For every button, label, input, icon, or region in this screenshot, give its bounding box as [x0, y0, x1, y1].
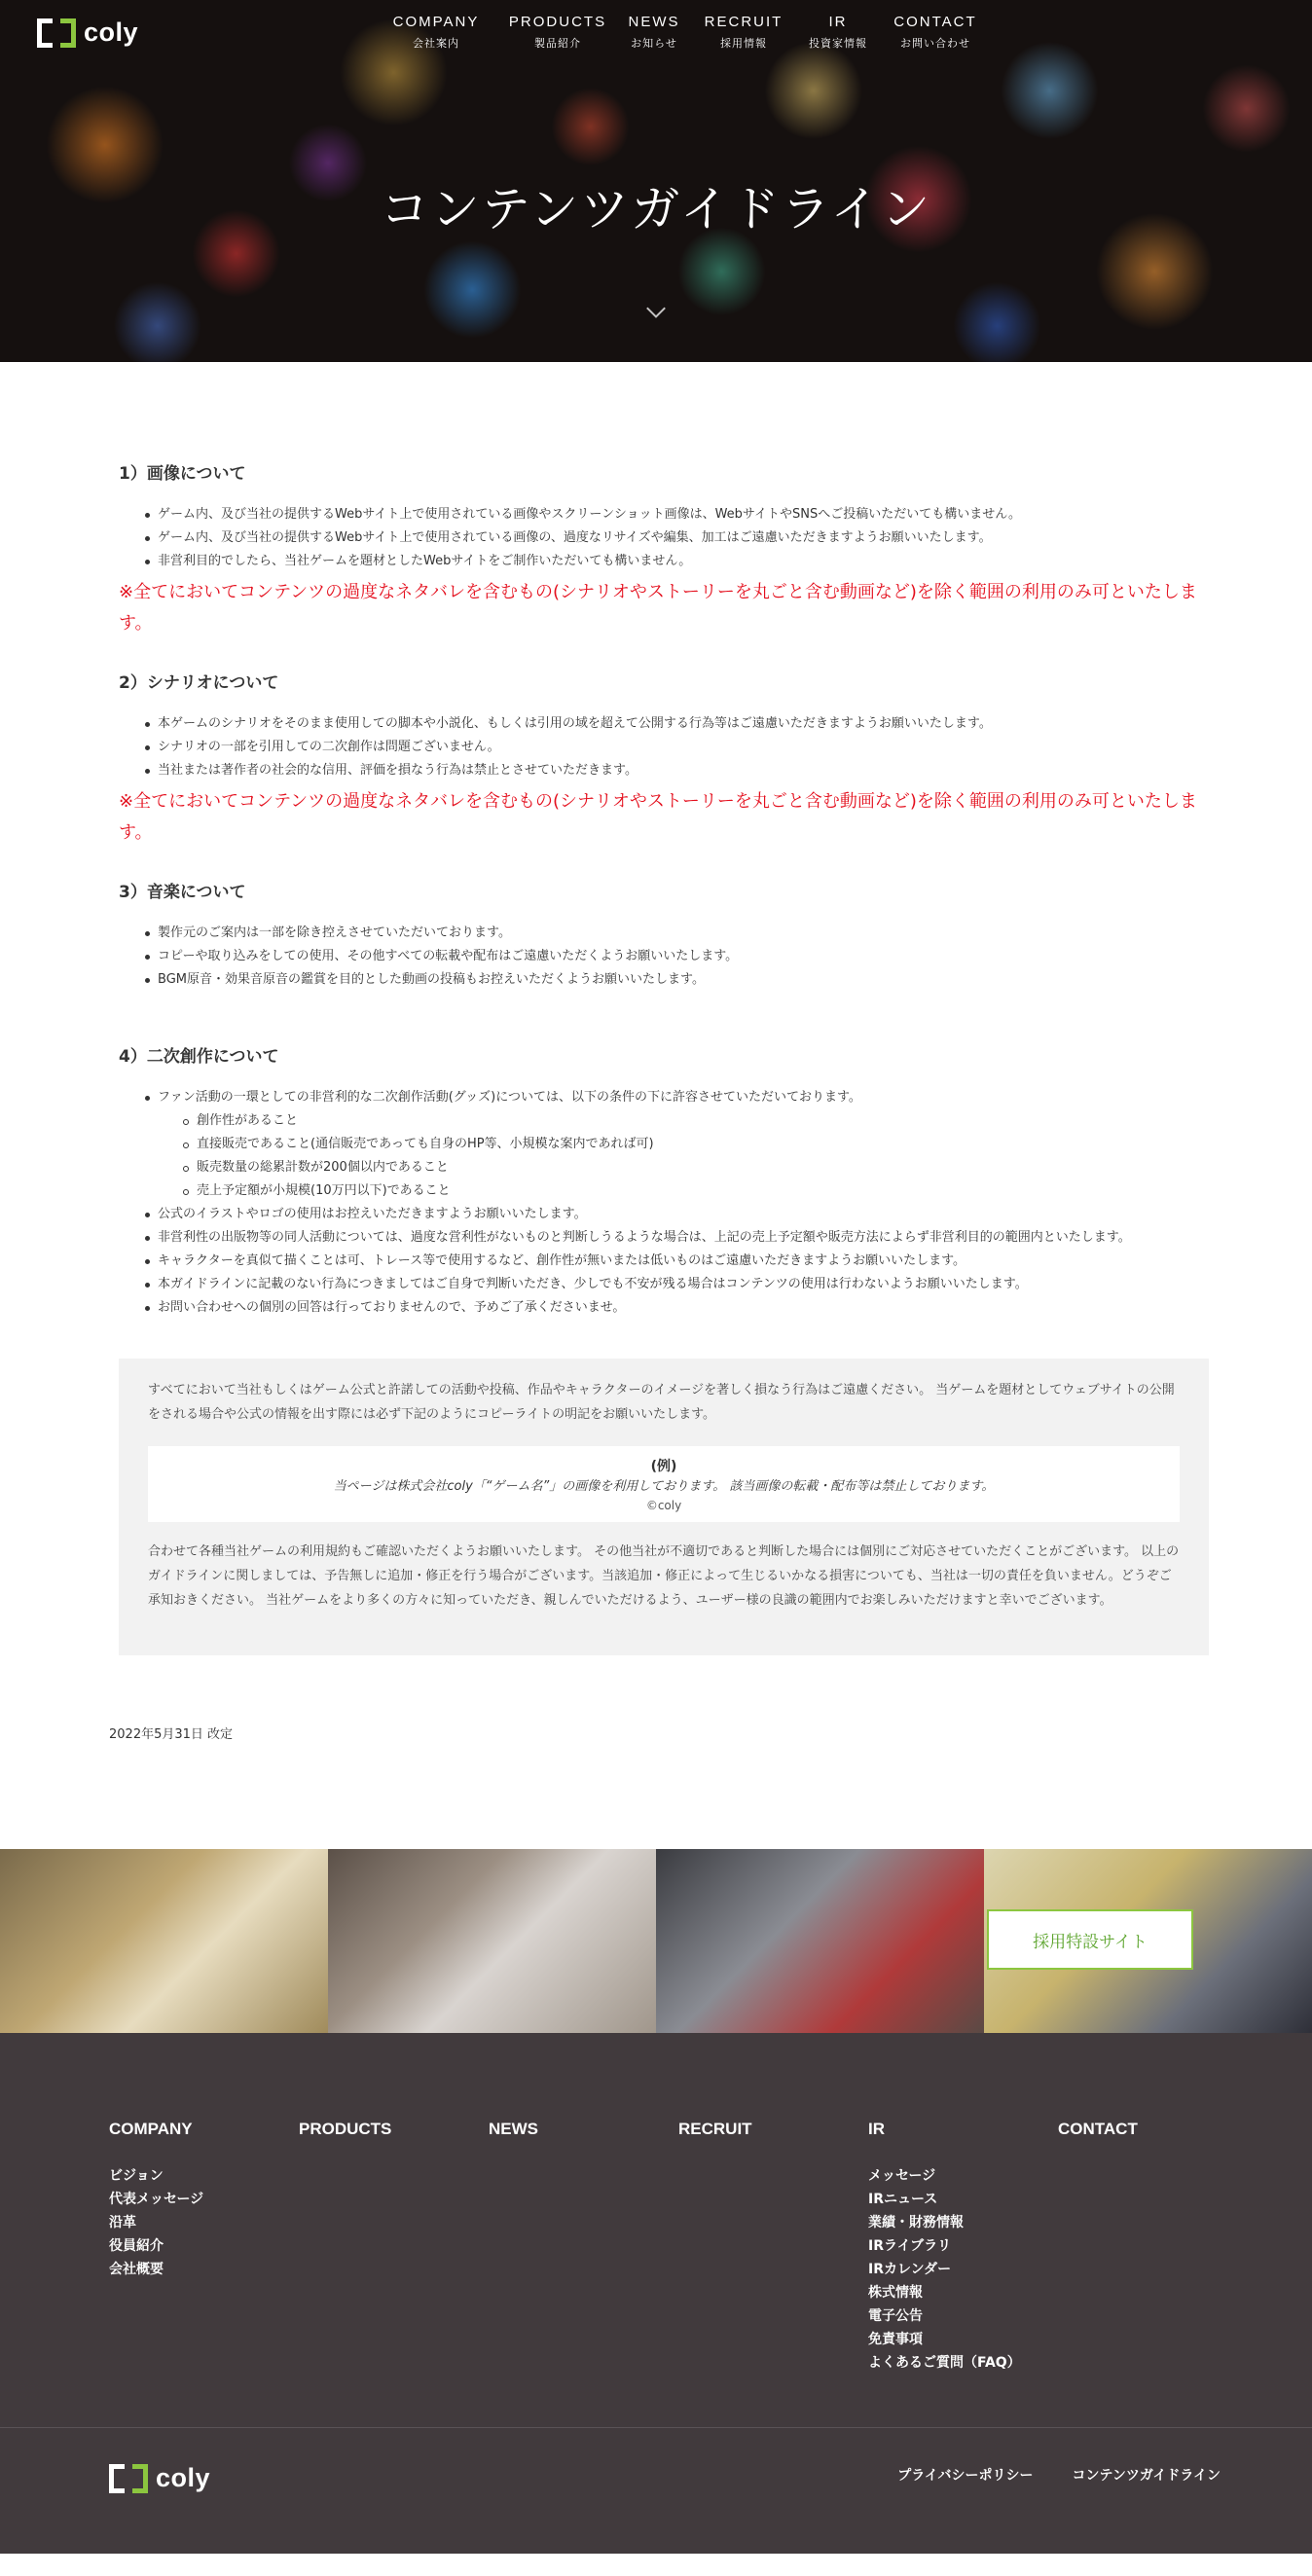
list-item: ファン活動の一環としての非営利的な二次創作活動(グッズ)については、以下の条件の下に許容させていただいております。	[119, 1086, 1209, 1109]
content-guideline-link[interactable]: コンテンツガイドライン	[1072, 2468, 1221, 2484]
copyright-notice-box	[119, 1359, 1209, 1655]
nav-label-ja: お知らせ	[631, 37, 677, 50]
nav-label-en: RECRUIT	[704, 14, 784, 30]
nav-label-ja: お問い合わせ	[900, 37, 970, 50]
section-title: 4）二次創作について	[119, 1047, 279, 1067]
global-nav	[376, 14, 993, 51]
nav-ir[interactable]	[798, 14, 878, 51]
footer-col-title[interactable]: COMPANY	[109, 2120, 193, 2138]
nav-contact[interactable]	[878, 14, 993, 51]
spoiler-note: ※全てにおいてコンテンツの過度なネタバレを含むもの(シナリオやストーリーを丸ごと含む動画など)を除く範囲の利用のみ可といたします。	[119, 791, 1197, 843]
list-item: ゲーム内、及び当社の提供するWebサイト上で使用されている画像やスクリーンショット画像は、WebサイトやSNSへご投稿いただいても構いません。	[119, 503, 1209, 526]
footer-link[interactable]: 沿革	[109, 2215, 136, 2231]
site-footer	[0, 2033, 1312, 2554]
recruit-site-button[interactable]: 採用特設サイト	[987, 1909, 1193, 1970]
nav-company[interactable]	[376, 14, 496, 51]
privacy-policy-link[interactable]: プライバシーポリシー	[897, 2468, 1034, 2484]
sub-list-item: 創作性があること	[119, 1109, 1209, 1133]
notice-outro: 合わせて各種当社ゲームの利用規約もご確認いただくようお願いいたします。 その他当社が不適切であると判断した場合には個別にご対応させていただくことがございます。 以上のガイドラインに関しましては、予告無しに追加・修正を行う場合がございます。当該追加・修正によって生じるいかなる損害についても、当社は一切の責任を負いません。どうぞご承知おきください。 当社ゲームをより多くの方々に知っていただき、親しんでいただけるよう、ユーザー様の良識の範囲内でお楽しみいただけますと幸いでございます。	[148, 1544, 1180, 1608]
footer-col-ir	[868, 2120, 1058, 2375]
section-derivative	[119, 1042, 1209, 1320]
sub-list-item: 直接販売であること(通信販売であっても自身のHP等、小規模な案内であれば可)	[119, 1133, 1209, 1156]
footer-link[interactable]: 代表メッセージ	[109, 2192, 204, 2207]
list-item: 非営利性の出版物等の同人活動については、過度な営利性がないものと判断しうるような場合は、上記の売上予定額や販売方法によらず非営利目的の範囲内といたします。	[119, 1226, 1209, 1250]
nav-label-ja: 採用情報	[720, 37, 767, 50]
footer-link[interactable]: メッセージ	[868, 2168, 936, 2184]
list-item: 本ゲームのシナリオをそのまま使用しての脚本や小説化、もしくは引用の域を超えて公開する行為等はご遠慮いただきますようお願いいたします。	[119, 712, 1209, 736]
list-item: 製作元のご案内は一部を除き控えさせていただいております。	[119, 922, 1209, 945]
section-title: 1）画像について	[119, 464, 246, 484]
coly-logo-icon	[37, 18, 76, 48]
bullet-list	[119, 922, 1209, 992]
chevron-down-icon[interactable]	[646, 299, 666, 318]
footer-link[interactable]: よくあるご質問（FAQ）	[868, 2355, 1021, 2371]
nav-recruit[interactable]	[689, 14, 798, 51]
footer-col-title[interactable]: RECRUIT	[678, 2120, 752, 2138]
footer-link[interactable]: 株式情報	[868, 2285, 923, 2301]
notice-intro: すべてにおいて当社もしくはゲーム公式と許諾しての活動や投稿、作品やキャラクターのイメージを著しく損なう行為はご遠慮ください。 当ゲームを題材としてウェブサイトの公開をされる場合や公式の情報を出す際には必ず下記のようにコピーライトの明記をお願いいたします。	[148, 1383, 1175, 1422]
nav-products[interactable]	[496, 14, 619, 51]
spoiler-note: ※全てにおいてコンテンツの過度なネタバレを含むもの(シナリオやストーリーを丸ごと含む動画など)を除く範囲の利用のみ可といたします。	[119, 582, 1197, 634]
legal-links	[897, 2465, 1221, 2485]
footer-col-title[interactable]: IR	[868, 2120, 885, 2138]
list-item: お問い合わせへの個別の回答は行っておりませんので、予めご了承くださいませ。	[119, 1296, 1209, 1320]
footer-col-title[interactable]: PRODUCTS	[299, 2120, 392, 2138]
example-copyright: ©coly	[645, 1499, 682, 1512]
footer-link[interactable]: 役員紹介	[109, 2238, 164, 2254]
list-item: キャラクターを真似て描くことは可、トレース等で使用するなど、創作性が無いまたは低いものはご遠慮いただきますようお願いいたします。	[119, 1250, 1209, 1273]
footer-link[interactable]: IRライブラリ	[868, 2238, 952, 2254]
list-item: 本ガイドラインに記載のない行為につきましてはご自身で判断いただき、少しでも不安が残る場合はコンテンツの使用は行わないようお願いいたします。	[119, 1273, 1209, 1296]
nav-label-en: IR	[828, 14, 848, 30]
bullet-list	[119, 712, 1209, 782]
footer-link[interactable]: 業績・財務情報	[868, 2215, 964, 2231]
example-body: 当ページは株式会社coly「“ゲーム名”」の画像を利用しております。 該当画像の転載・配布等は禁止しております。	[333, 1479, 995, 1494]
footer-col-title[interactable]: NEWS	[489, 2120, 538, 2138]
photo-writing	[0, 1849, 328, 2033]
footer-link[interactable]: IRカレンダー	[868, 2262, 952, 2277]
footer-sitemap	[0, 2033, 1312, 2427]
footer-link[interactable]: 会社概要	[109, 2262, 164, 2277]
footer-link[interactable]: IRニュース	[868, 2192, 938, 2207]
hero-header	[0, 0, 1312, 362]
recruit-photo-strip	[0, 1849, 1312, 2033]
sub-list-item: 売上予定額が小規模(10万円以下)であること	[119, 1179, 1209, 1203]
section-images	[119, 459, 1209, 639]
bullet-list	[119, 1086, 1209, 1320]
guideline-content	[0, 362, 1209, 1742]
footer-link[interactable]: 免責事項	[868, 2332, 923, 2347]
photo-office	[656, 1849, 984, 2033]
bullet-list	[119, 503, 1209, 573]
footer-col-contact	[1058, 2120, 1248, 2375]
section-title: 3）音楽について	[119, 883, 246, 902]
section-music	[119, 878, 1209, 992]
list-item: 非営利目的でしたら、当社ゲームを題材としたWebサイトをご制作いただいても構いません。	[119, 550, 1209, 573]
copyright-example	[148, 1446, 1180, 1522]
nav-label-en: PRODUCTS	[508, 14, 607, 30]
header-logo[interactable]	[37, 18, 138, 48]
nav-label-ja: 会社案内	[413, 37, 459, 50]
nav-label-ja: 投資家情報	[809, 37, 867, 50]
coly-logo-icon	[109, 2464, 148, 2493]
footer-col-products	[299, 2120, 489, 2375]
photo-meeting	[328, 1849, 656, 2033]
nav-label-en: COMPANY	[392, 14, 480, 30]
list-item: 当社または著作者の社会的な信用、評価を損なう行為は禁止とさせていただきます。	[119, 759, 1209, 782]
section-title: 2）シナリオについて	[119, 673, 279, 693]
sub-list-item: 販売数量の総累計数が200個以内であること	[119, 1156, 1209, 1179]
nav-label-en: CONTACT	[893, 14, 977, 30]
revision-date: 2022年5月31日 改定	[109, 1727, 234, 1742]
footer-col-news	[489, 2120, 678, 2375]
list-item: ゲーム内、及び当社の提供するWebサイト上で使用されている画像の、過度なリサイズや編集、加工はご遠慮いただきますようお願いいたします。	[119, 526, 1209, 550]
list-item: シナリオの一部を引用しての二次創作は問題ございません。	[119, 736, 1209, 759]
footer-link[interactable]: ビジョン	[109, 2168, 164, 2184]
logo-wordmark: coly	[156, 2463, 211, 2492]
nav-label-en: NEWS	[628, 14, 680, 30]
list-item: BGM原音・効果音原音の鑑賞を目的とした動画の投稿もお控えいただくようお願いいたします。	[119, 968, 1209, 992]
footer-col-recruit	[678, 2120, 868, 2375]
page-title: コンテンツガイドライン	[380, 181, 932, 237]
footer-col-title[interactable]: CONTACT	[1058, 2120, 1138, 2138]
footer-link[interactable]: 電子公告	[868, 2308, 923, 2324]
logo-wordmark: coly	[84, 18, 139, 47]
section-scenario	[119, 669, 1209, 849]
nav-label-ja: 製品紹介	[534, 37, 581, 50]
list-item: 公式のイラストやロゴの使用はお控えいただきますようお願いいたします。	[119, 1203, 1209, 1226]
footer-col-company	[109, 2120, 299, 2375]
example-heading: (例)	[650, 1459, 677, 1474]
nav-news[interactable]	[619, 14, 689, 51]
footer-logo[interactable]	[109, 2463, 210, 2493]
list-item: コピーや取り込みをしての使用、その他すべての転載や配布はご遠慮いただくようお願いいたします。	[119, 945, 1209, 968]
footer-bottom	[0, 2427, 1312, 2554]
